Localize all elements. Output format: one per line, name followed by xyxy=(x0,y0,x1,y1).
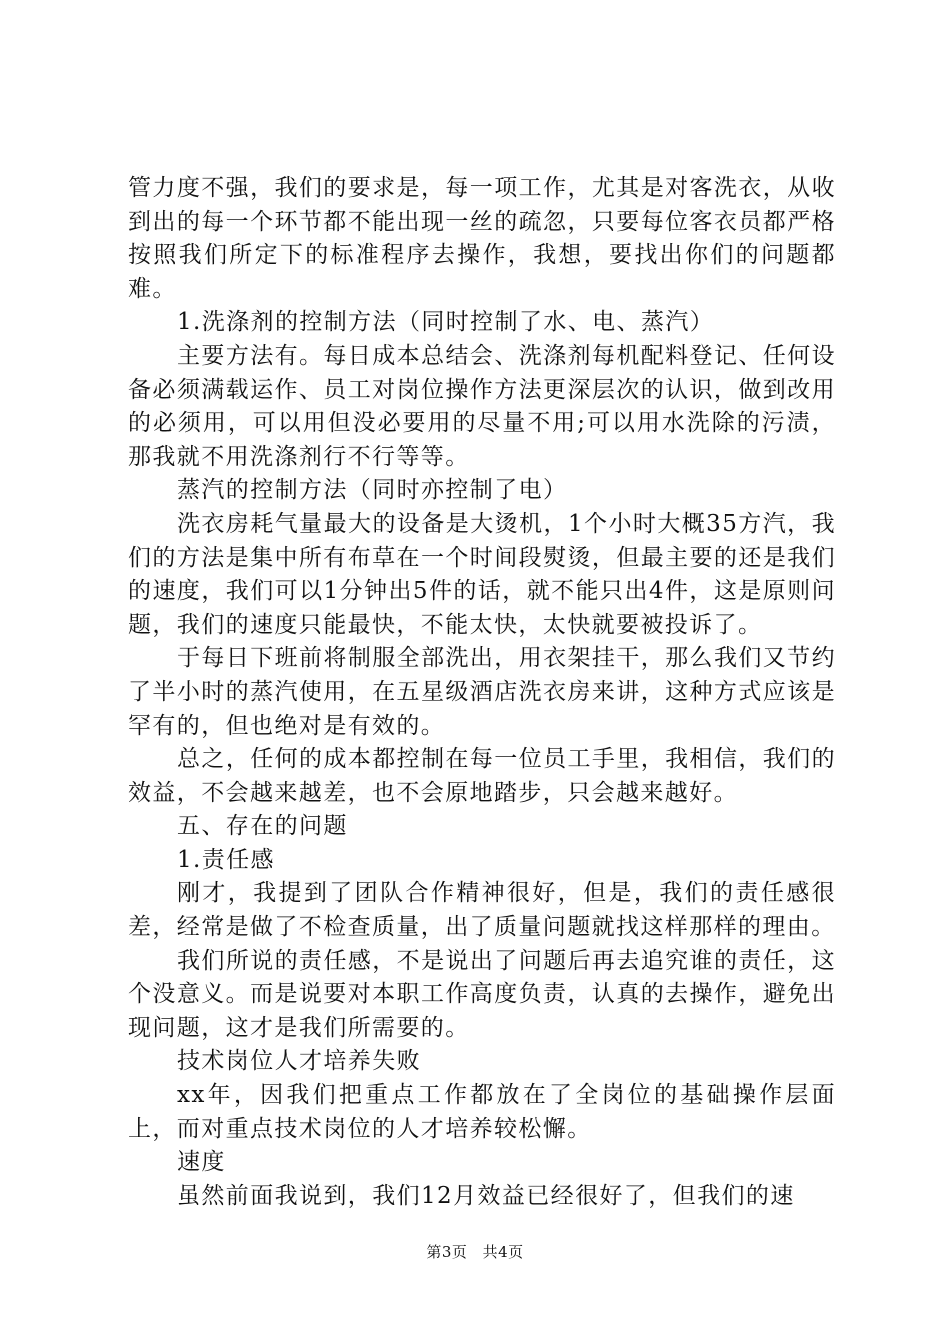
paragraph-6: 于每日下班前将制服全部洗出，用衣架挂干，那么我们又节约了半小时的蒸汽使用，在五星级酒店洗衣房来讲，这种方式应该是罕有的，但也绝对是有效的。 xyxy=(128,645,836,739)
paragraph-4: 蒸汽的控制方法（同时亦控制了电） xyxy=(177,477,568,504)
section-heading: 五、存在的问题 xyxy=(177,813,348,840)
paragraph-2: 1.洗涤剂的控制方法（同时控制了水、电、蒸汽） xyxy=(177,309,715,336)
page-number: 第3页 xyxy=(426,1243,468,1261)
paragraph-3: 主要方法有。每日成本总结会、洗涤剂每机配料登记、任何设备必须满载运作、员工对岗位操作方法更深层次的认识，做到改用的必须用，可以用但没必要用的尽量不用;可以用水洗除的污渍，那我就不用洗涤剂行不行等等。 xyxy=(128,342,836,470)
paragraph-1: 管力度不强，我们的要求是，每一项工作，尤其是对客洗衣，从收到出的每一个环节都不能出现一丝的疏忽，只要每位客衣员都严格按照我们所定下的标准程序去操作，我想，要找出你们的问题都难。 xyxy=(128,175,836,302)
page-total: 共4页 xyxy=(482,1243,524,1261)
paragraph-13: xx年，因我们把重点工作都放在了全岗位的基础操作层面上，而对重点技术岗位的人才培养较松懈。 xyxy=(128,1082,836,1142)
subheading-responsibility: 1.责任感 xyxy=(177,846,275,873)
page-footer xyxy=(0,1241,950,1262)
subheading-talent: 技术岗位人才培养失败 xyxy=(177,1048,421,1075)
paragraph-10: 刚才，我提到了团队合作精神很好，但是，我们的责任感很差，经常是做了不检查质量，出了质量问题就找这样那样的理由。 xyxy=(128,880,836,941)
paragraph-5: 洗衣房耗气量最大的设备是大烫机，1个小时大概35方汽，我们的方法是集中所有布草在一个时间段熨烫，但最主要的还是我们的速度，我们可以1分钟出5件的话，就不能只出4件，这是原则问题，我们的速度只能最快，不能太快，太快就要被投诉了。 xyxy=(128,510,836,638)
paragraph-15: 虽然前面我说到，我们12月效益已经很好了，但我们的速 xyxy=(177,1182,795,1209)
paragraph-11: 我们所说的责任感，不是说出了问题后再去追究谁的责任，这个没意义。而是说要对本职工作高度负责，认真的去操作，避免出现问题，这才是我们所需要的。 xyxy=(128,947,836,1041)
document-body xyxy=(128,172,836,1213)
subheading-speed: 速度 xyxy=(177,1149,226,1176)
paragraph-7: 总之，任何的成本都控制在每一位员工手里，我相信，我们的效益，不会越来越差，也不会原地踏步，只会越来越好。 xyxy=(128,746,836,806)
